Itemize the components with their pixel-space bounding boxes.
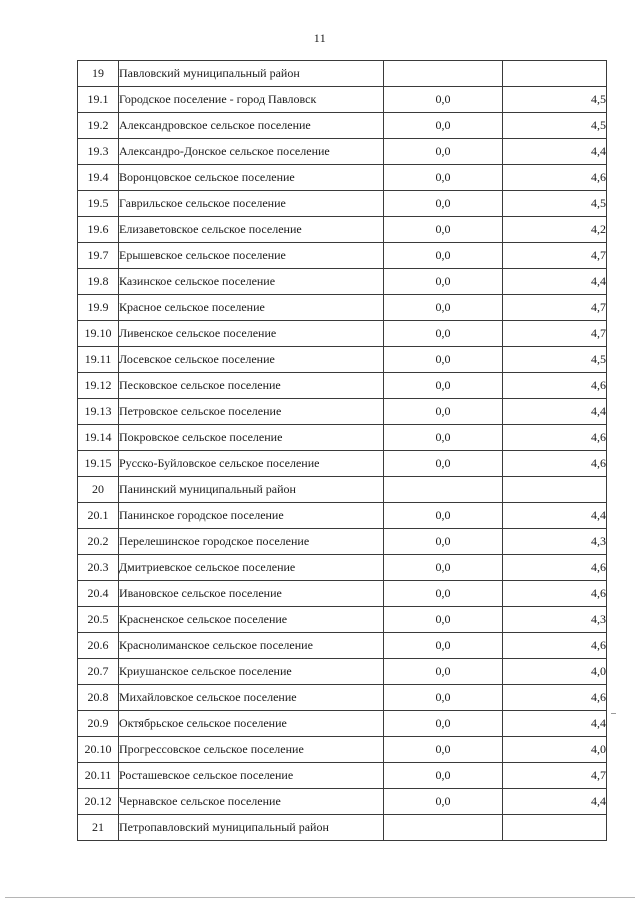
- value-2-cell: 4,7: [503, 243, 607, 269]
- settlement-name-cell: Александро-Донское сельское поселение: [119, 139, 384, 165]
- value-2-cell: 4,6: [503, 373, 607, 399]
- settlement-name-cell: Елизаветовское сельское поселение: [119, 217, 384, 243]
- table-row: [78, 711, 607, 737]
- row-number-cell: 19.15: [78, 451, 119, 477]
- value-2-cell: 4,4: [503, 503, 607, 529]
- row-number-cell: 19.14: [78, 425, 119, 451]
- row-number-cell: 19.7: [78, 243, 119, 269]
- row-number-cell: 19.6: [78, 217, 119, 243]
- value-2-cell: 4,6: [503, 425, 607, 451]
- settlement-name-cell: Городское поселение - город Павловск: [119, 87, 384, 113]
- value-2-cell: 4,5: [503, 191, 607, 217]
- value-2-cell: 4,0: [503, 659, 607, 685]
- settlement-name-cell: Михайловское сельское поселение: [119, 685, 384, 711]
- value-1-cell: 0,0: [384, 607, 503, 633]
- value-1-cell: 0,0: [384, 191, 503, 217]
- settlement-name-cell: Ивановское сельское поселение: [119, 581, 384, 607]
- value-2-cell: 4,4: [503, 711, 607, 737]
- row-number-cell: 19.8: [78, 269, 119, 295]
- row-number-cell: 20.10: [78, 737, 119, 763]
- table-row: [78, 165, 607, 191]
- value-2-cell: 4,6: [503, 581, 607, 607]
- value-2-cell: 4,4: [503, 789, 607, 815]
- value-1-cell: 0,0: [384, 425, 503, 451]
- value-1-cell: 0,0: [384, 789, 503, 815]
- settlement-name-cell: Красненское сельское поселение: [119, 607, 384, 633]
- table-row: [78, 347, 607, 373]
- row-number-cell: 19.12: [78, 373, 119, 399]
- value-1-cell: 0,0: [384, 87, 503, 113]
- value-2-cell: 4,6: [503, 451, 607, 477]
- value-1-cell: 0,0: [384, 633, 503, 659]
- settlement-name-cell: Панинское городское поселение: [119, 503, 384, 529]
- table-row: [78, 269, 607, 295]
- table-row: [78, 87, 607, 113]
- row-number-cell: 19.4: [78, 165, 119, 191]
- value-2-cell: [503, 477, 607, 503]
- value-1-cell: 0,0: [384, 217, 503, 243]
- row-number-cell: 20.7: [78, 659, 119, 685]
- value-2-cell: [503, 61, 607, 87]
- table-row: [78, 685, 607, 711]
- settlement-name-cell: Панинский муниципальный район: [119, 477, 384, 503]
- value-1-cell: 0,0: [384, 711, 503, 737]
- value-2-cell: 4,7: [503, 321, 607, 347]
- value-2-cell: 4,4: [503, 399, 607, 425]
- settlement-name-cell: Русско-Буйловское сельское поселение: [119, 451, 384, 477]
- value-1-cell: 0,0: [384, 737, 503, 763]
- table-row: [78, 503, 607, 529]
- row-number-cell: 19.9: [78, 295, 119, 321]
- settlement-name-cell: Красное сельское поселение: [119, 295, 384, 321]
- value-2-cell: 4,2: [503, 217, 607, 243]
- settlement-name-cell: Казинское сельское поселение: [119, 269, 384, 295]
- table-row: [78, 789, 607, 815]
- settlement-name-cell: Александровское сельское поселение: [119, 113, 384, 139]
- row-number-cell: 19.10: [78, 321, 119, 347]
- table-row: [78, 737, 607, 763]
- table-row: [78, 321, 607, 347]
- value-2-cell: 4,3: [503, 529, 607, 555]
- value-1-cell: 0,0: [384, 243, 503, 269]
- row-number-cell: 19.5: [78, 191, 119, 217]
- table-row: [78, 191, 607, 217]
- value-1-cell: 0,0: [384, 685, 503, 711]
- value-1-cell: 0,0: [384, 347, 503, 373]
- settlement-name-cell: Краснолиманское сельское поселение: [119, 633, 384, 659]
- page-number: 11: [313, 31, 327, 45]
- table-row: [78, 607, 607, 633]
- settlement-name-cell: Перелешинское городское поселение: [119, 529, 384, 555]
- row-number-cell: 20.12: [78, 789, 119, 815]
- table-row: [78, 373, 607, 399]
- margin-mark: [611, 713, 616, 714]
- table-row: [78, 295, 607, 321]
- table-row: [78, 399, 607, 425]
- value-1-cell: 0,0: [384, 581, 503, 607]
- row-number-cell: 20.11: [78, 763, 119, 789]
- value-1-cell: 0,0: [384, 555, 503, 581]
- value-2-cell: 4,5: [503, 113, 607, 139]
- value-1-cell: 0,0: [384, 503, 503, 529]
- settlement-name-cell: Воронцовское сельское поселение: [119, 165, 384, 191]
- value-1-cell: 0,0: [384, 399, 503, 425]
- row-number-cell: 20.5: [78, 607, 119, 633]
- value-1-cell: 0,0: [384, 763, 503, 789]
- row-number-cell: 20.8: [78, 685, 119, 711]
- settlement-name-cell: Дмитриевское сельское поселение: [119, 555, 384, 581]
- table-row: [78, 451, 607, 477]
- table-row: [78, 815, 607, 841]
- settlement-name-cell: Ерышевское сельское поселение: [119, 243, 384, 269]
- value-2-cell: [503, 815, 607, 841]
- value-1-cell: 0,0: [384, 451, 503, 477]
- value-2-cell: 4,5: [503, 87, 607, 113]
- footer-rule: [5, 897, 635, 898]
- row-number-cell: 20.3: [78, 555, 119, 581]
- settlement-name-cell: Гаврильское сельское поселение: [119, 191, 384, 217]
- table-row: [78, 243, 607, 269]
- settlement-name-cell: Октябрьское сельское поселение: [119, 711, 384, 737]
- value-1-cell: [384, 477, 503, 503]
- table-row: [78, 425, 607, 451]
- value-2-cell: 4,6: [503, 633, 607, 659]
- settlement-name-cell: Петровское сельское поселение: [119, 399, 384, 425]
- settlement-name-cell: Песковское сельское поселение: [119, 373, 384, 399]
- settlement-name-cell: Петропавловский муниципальный район: [119, 815, 384, 841]
- row-number-cell: 19.2: [78, 113, 119, 139]
- settlement-name-cell: Криушанское сельское поселение: [119, 659, 384, 685]
- table-row: [78, 61, 607, 87]
- settlement-name-cell: Прогрессовское сельское поселение: [119, 737, 384, 763]
- value-2-cell: 4,4: [503, 269, 607, 295]
- settlement-name-cell: Покровское сельское поселение: [119, 425, 384, 451]
- value-1-cell: 0,0: [384, 295, 503, 321]
- value-2-cell: 4,0: [503, 737, 607, 763]
- value-1-cell: 0,0: [384, 113, 503, 139]
- table-row: [78, 477, 607, 503]
- row-number-cell: 20.1: [78, 503, 119, 529]
- table-row: [78, 633, 607, 659]
- row-number-cell: 19.3: [78, 139, 119, 165]
- value-2-cell: 4,7: [503, 763, 607, 789]
- value-1-cell: 0,0: [384, 139, 503, 165]
- value-2-cell: 4,7: [503, 295, 607, 321]
- value-1-cell: 0,0: [384, 659, 503, 685]
- value-1-cell: 0,0: [384, 321, 503, 347]
- row-number-cell: 20: [78, 477, 119, 503]
- table-row: [78, 659, 607, 685]
- value-2-cell: 4,5: [503, 347, 607, 373]
- row-number-cell: 19.1: [78, 87, 119, 113]
- table-row: [78, 763, 607, 789]
- row-number-cell: 20.6: [78, 633, 119, 659]
- value-2-cell: 4,6: [503, 685, 607, 711]
- value-2-cell: 4,4: [503, 139, 607, 165]
- table-row: [78, 113, 607, 139]
- table-row: [78, 529, 607, 555]
- table-row: [78, 139, 607, 165]
- value-1-cell: 0,0: [384, 269, 503, 295]
- table-body: [78, 61, 607, 841]
- settlement-name-cell: Лосевское сельское поселение: [119, 347, 384, 373]
- settlement-name-cell: Павловский муниципальный район: [119, 61, 384, 87]
- value-1-cell: 0,0: [384, 373, 503, 399]
- value-1-cell: 0,0: [384, 529, 503, 555]
- settlement-name-cell: Ливенское сельское поселение: [119, 321, 384, 347]
- table-row: [78, 555, 607, 581]
- value-2-cell: 4,6: [503, 555, 607, 581]
- value-1-cell: [384, 61, 503, 87]
- row-number-cell: 20.2: [78, 529, 119, 555]
- row-number-cell: 19.11: [78, 347, 119, 373]
- value-1-cell: [384, 815, 503, 841]
- row-number-cell: 19.13: [78, 399, 119, 425]
- row-number-cell: 20.4: [78, 581, 119, 607]
- table-row: [78, 217, 607, 243]
- value-2-cell: 4,3: [503, 607, 607, 633]
- value-1-cell: 0,0: [384, 165, 503, 191]
- settlement-name-cell: Росташевское сельское поселение: [119, 763, 384, 789]
- row-number-cell: 19: [78, 61, 119, 87]
- settlements-table: [77, 60, 607, 841]
- settlement-name-cell: Чернавское сельское поселение: [119, 789, 384, 815]
- row-number-cell: 21: [78, 815, 119, 841]
- table-row: [78, 581, 607, 607]
- row-number-cell: 20.9: [78, 711, 119, 737]
- value-2-cell: 4,6: [503, 165, 607, 191]
